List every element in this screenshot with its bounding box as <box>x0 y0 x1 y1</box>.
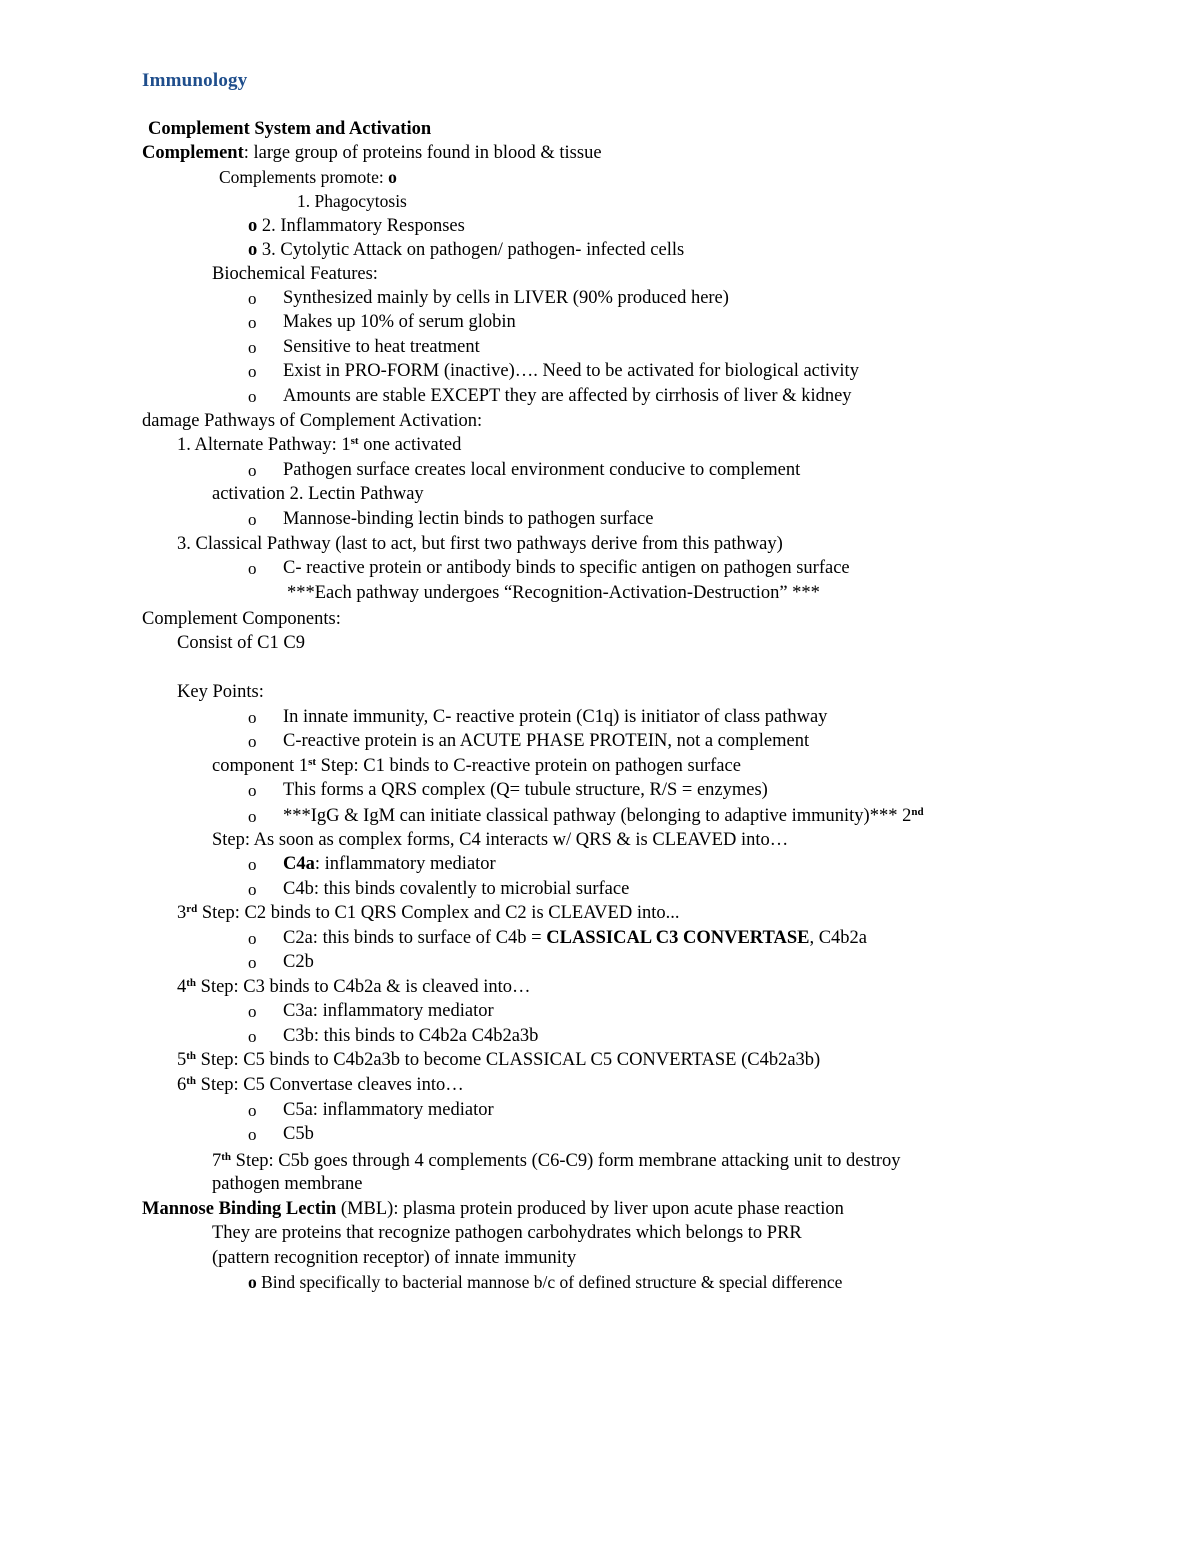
c4b-item: C4b: this binds covalently to microbial surface <box>283 879 630 899</box>
c4a-def: : inflammatory mediator <box>314 854 496 874</box>
step-text: Step: C5 binds to C4b2a3b to become CLASSICAL C5 CONVERTASE (C4b2a3b) <box>196 1050 821 1070</box>
bullet-marker: o <box>248 708 257 727</box>
igg-sup: nd <box>911 806 924 818</box>
classical-pathway: 3. Classical Pathway (last to act, but first two pathways derive from this pathway) <box>177 534 783 554</box>
c4a-term: C4a <box>283 854 315 874</box>
promote-item-3 <box>248 239 684 261</box>
promote-item-3-text: 3. Cytolytic Attack on pathogen/ pathogen- infected cells <box>257 240 685 260</box>
bullet-marker: o <box>248 240 258 260</box>
step-text: 5 <box>177 1050 187 1070</box>
bullet-marker: o <box>248 929 257 948</box>
complement-definition <box>142 142 602 164</box>
c5a-item: C5a: inflammatory mediator <box>283 1100 494 1120</box>
key-points-heading: Key Points: <box>177 682 264 702</box>
bullet-marker: o <box>248 510 257 529</box>
bullet-marker: o <box>248 216 258 236</box>
c5b-item: C5b <box>283 1124 314 1144</box>
rad-note: ***Each pathway undergoes “Recognition-Activation-Destruction” *** <box>287 583 820 603</box>
document-title: Immunology <box>142 70 248 91</box>
igg-text: ***IgG & IgM can initiate classical pathway (belonging to adaptive immunity)*** 2 <box>283 806 912 826</box>
c3b-item: C3b: this binds to C4b2a C4b2a3b <box>283 1026 539 1046</box>
bullet-marker: o <box>248 289 257 308</box>
step-sup: th <box>186 1050 197 1062</box>
bullet-marker: o <box>248 1002 257 1021</box>
biochem-item: Sensitive to heat treatment <box>283 337 480 357</box>
bullet-marker: o <box>248 461 257 480</box>
alt-sup: st <box>350 435 359 447</box>
biochem-item: Synthesized mainly by cells in LIVER (90% produced here) <box>283 288 729 308</box>
mbl-def: (MBL): plasma protein produced by liver upon acute phase reaction <box>336 1199 844 1219</box>
promote-intro-text: Complements promote: <box>219 167 389 187</box>
c3-convertase-term: CLASSICAL C3 CONVERTASE <box>546 928 810 948</box>
step-text: 4 <box>177 977 187 997</box>
alt-text-2: one activated <box>358 435 462 455</box>
c2a-text: , C4b2a <box>809 928 868 948</box>
bullet-marker: o <box>248 953 257 972</box>
bullet-marker: o <box>248 313 257 332</box>
bullet-marker: o <box>248 855 257 874</box>
mbl-line-2: (pattern recognition receptor) of innate immunity <box>212 1248 577 1268</box>
mbl-bullet-text: Bind specifically to bacterial mannose b/c of defined structure & special difference <box>256 1272 843 1292</box>
bullet-marker: o <box>248 732 257 751</box>
step-text: 7 <box>212 1151 222 1171</box>
promote-item-2 <box>248 215 465 237</box>
bullet-marker: o <box>248 1125 257 1144</box>
step-text: component 1 <box>212 756 309 776</box>
promote-item-1: 1. Phagocytosis <box>297 191 407 211</box>
bullet-marker: o <box>248 807 257 826</box>
bullet-marker: o <box>248 1272 257 1292</box>
step-text: 3 <box>177 903 187 923</box>
alternate-bullet: Pathogen surface creates local environment conducive to complement <box>283 460 801 480</box>
step-text: Step: C1 binds to C-reactive protein on pathogen surface <box>316 756 741 776</box>
step-5 <box>177 1049 820 1071</box>
igg-bullet <box>283 805 924 827</box>
bullet-marker: o <box>248 1027 257 1046</box>
step-sup: st <box>308 756 317 768</box>
step-text: Step: C2 binds to C1 QRS Complex and C2 is CLEAVED into... <box>197 903 680 923</box>
step-4 <box>177 976 531 998</box>
promote-item-2-text: 2. Inflammatory Responses <box>257 216 465 236</box>
complement-term: Complement <box>142 143 244 163</box>
step-6 <box>177 1074 464 1096</box>
mbl-bullet <box>248 1271 842 1293</box>
bullet-marker: o <box>248 362 257 381</box>
biochem-heading: Biochemical Features: <box>212 264 378 284</box>
step-sup: rd <box>186 903 198 915</box>
bullet-marker: o <box>248 559 257 578</box>
step-text: Step: C5b goes through 4 complements (C6-C9) form membrane attacking unit to destroy <box>231 1151 901 1171</box>
lectin-bullet: Mannose-binding lectin binds to pathogen surface <box>283 509 654 529</box>
qrs-bullet: This forms a QRS complex (Q= tubule structure, R/S = enzymes) <box>283 780 768 800</box>
step-1 <box>212 755 741 777</box>
step-7-cont: pathogen membrane <box>212 1174 363 1194</box>
key-point-item: In innate immunity, C- reactive protein (C1q) is initiator of class pathway <box>283 707 828 727</box>
bullet-marker: o <box>248 781 257 800</box>
step-2: Step: As soon as complex forms, C4 interacts w/ QRS & is CLEAVED into… <box>212 830 789 850</box>
step-sup: th <box>186 977 197 989</box>
c2a-item <box>283 927 867 949</box>
biochem-item: Makes up 10% of serum globin <box>283 312 516 332</box>
pathways-heading: damage Pathways of Complement Activation: <box>142 411 483 431</box>
alt-text: 1. Alternate Pathway: 1 <box>177 435 351 455</box>
mbl-line-1: They are proteins that recognize pathogen carbohydrates which belongs to PRR <box>212 1223 802 1243</box>
c2b-item: C2b <box>283 952 314 972</box>
step-text: Step: C5 Convertase cleaves into… <box>196 1075 464 1095</box>
bullet-marker: o <box>248 880 257 899</box>
step-text: 6 <box>177 1075 187 1095</box>
alternate-pathway <box>177 434 461 456</box>
complement-def-text: : large group of proteins found in blood & tissue <box>243 143 602 163</box>
c4a-item <box>283 853 496 875</box>
section-title: Complement System and Activation <box>148 119 432 139</box>
step-3 <box>177 902 680 924</box>
step-text: Step: C3 binds to C4b2a & is cleaved into… <box>196 977 531 997</box>
step-7 <box>212 1150 901 1172</box>
promote-bullet: o <box>388 167 397 187</box>
biochem-item: Amounts are stable EXCEPT they are affected by cirrhosis of liver & kidney <box>283 386 852 406</box>
c3a-item: C3a: inflammatory mediator <box>283 1001 494 1021</box>
bullet-marker: o <box>248 387 257 406</box>
lectin-pathway: activation 2. Lectin Pathway <box>212 484 424 504</box>
step-sup: th <box>186 1075 197 1087</box>
step-sup: th <box>221 1151 232 1163</box>
bullet-marker: o <box>248 338 257 357</box>
classical-bullet: C- reactive protein or antibody binds to specific antigen on pathogen surface <box>283 558 850 578</box>
c2a-text: C2a: this binds to surface of C4b = <box>283 928 547 948</box>
consist-line: Consist of C1 C9 <box>177 633 305 653</box>
components-heading: Complement Components: <box>142 609 341 629</box>
biochem-item: Exist in PRO-FORM (inactive)…. Need to be activated for biological activity <box>283 361 859 381</box>
bullet-marker: o <box>248 1101 257 1120</box>
mbl-definition <box>142 1198 844 1220</box>
promote-intro <box>219 166 397 188</box>
mbl-term: Mannose Binding Lectin <box>142 1199 337 1219</box>
key-point-item: C-reactive protein is an ACUTE PHASE PROTEIN, not a complement <box>283 731 810 751</box>
